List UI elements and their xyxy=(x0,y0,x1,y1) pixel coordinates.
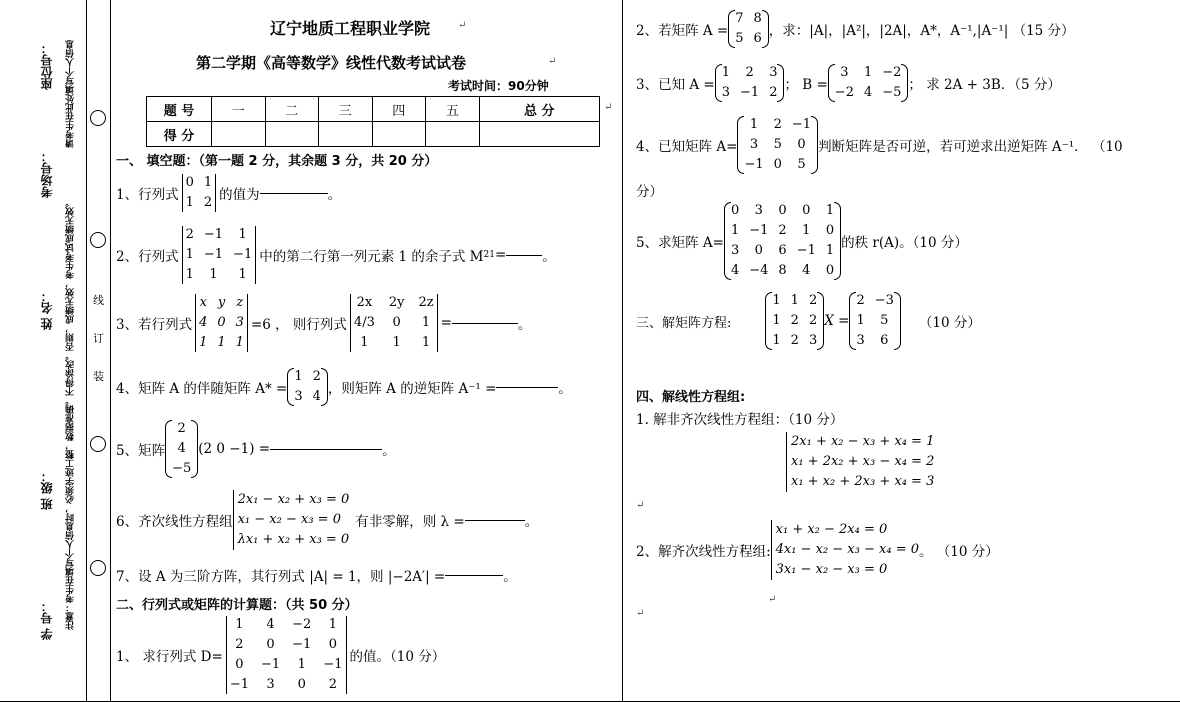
matrix-entry: 1 xyxy=(772,333,781,348)
answer-blank[interactable] xyxy=(270,449,382,450)
matrix-entry: 0 xyxy=(797,137,806,152)
equation-system xyxy=(786,432,934,492)
matrix-entries xyxy=(735,10,762,48)
score-cell: 五 xyxy=(426,97,480,122)
matrix-entry: 4 xyxy=(177,441,186,456)
matrix-entry: 1 xyxy=(421,335,431,350)
matrix xyxy=(765,292,824,350)
matrix-entry: 3 xyxy=(730,243,740,258)
matrix-entries xyxy=(772,292,817,350)
matrix-entry: 2 xyxy=(312,369,321,384)
s2-question-4 xyxy=(636,116,1123,174)
class-label: 班 级： xyxy=(40,470,54,511)
matrix xyxy=(828,64,909,102)
matrix-entry: 2 xyxy=(185,227,194,242)
matrix-entry: −2 xyxy=(292,617,312,632)
determinant xyxy=(223,616,350,694)
equation: x₁ + 2x₂ + x₃ − x₄ = 2 xyxy=(791,454,935,469)
matrix xyxy=(728,10,769,48)
matrix-entry: 4 xyxy=(730,263,740,278)
matrix-entry: 1 xyxy=(294,369,303,384)
answer-blank[interactable] xyxy=(452,323,518,324)
q-text: 判断矩阵是否可逆，若可逆求出逆矩阵 A⁻¹． （10 xyxy=(818,139,1123,155)
matrix-entry: 1 xyxy=(856,313,865,328)
score-cell: 题 号 xyxy=(147,97,212,122)
s1-question-1 xyxy=(116,174,341,212)
matrix-entry: 3 xyxy=(266,677,275,692)
binding-hole-1 xyxy=(90,110,106,126)
s2-question-4-tail: 分） xyxy=(636,184,663,200)
equation: 4x₁ − x₂ − x₃ − x₄ = 0 xyxy=(775,542,919,557)
matrix xyxy=(715,64,785,102)
matrix-entry: −1 xyxy=(744,157,764,172)
school-name: 辽宁地质工程职业学院 xyxy=(270,19,431,38)
matrix-entry: 8 xyxy=(753,11,762,26)
matrix-entries xyxy=(744,116,811,174)
matrix-entry: 1 xyxy=(790,293,799,308)
q-text: 5、矩阵 xyxy=(116,443,166,459)
matrix-entry: 2 xyxy=(235,637,244,652)
paragraph-mark: ↵ xyxy=(548,56,557,67)
matrix-entry: 4 xyxy=(863,85,873,100)
determinant xyxy=(179,226,260,284)
matrix-entry: 1 xyxy=(185,247,194,262)
determinant xyxy=(347,294,441,352)
matrix-entry: −1 xyxy=(233,247,253,262)
score-cell: 四 xyxy=(372,97,426,122)
matrix-entry: 1 xyxy=(209,267,218,282)
matrix-entry: 1 xyxy=(238,267,247,282)
q-text: ，求：|A|，|A²|，|2A|，A*，A⁻¹,|A⁻¹| （15 分） xyxy=(768,23,1075,39)
matrix-entry: 1 xyxy=(360,335,369,350)
q-text: 1、行列式 xyxy=(116,187,179,203)
matrix-entry: 6 xyxy=(753,31,762,46)
s2-question-5 xyxy=(636,202,968,280)
matrix-entry: 2 xyxy=(769,85,778,100)
margin-notice: 注意：考生在填写个人信息时，必须字迹工整，数据准确。不得涂改。否则，成绩无效，考生考试成绩无效。 xyxy=(66,198,76,630)
matrix-entry: −1 xyxy=(203,247,224,262)
determinant xyxy=(179,174,220,212)
matrix-entry: 3 xyxy=(769,65,778,80)
matrix-entry: 2y xyxy=(388,295,405,310)
q-text: 有非零解，则 λ = xyxy=(355,514,465,530)
matrix-entry: 0 xyxy=(825,263,835,278)
q-text: 6、齐次线性方程组 xyxy=(116,514,233,530)
matrix-entry: 0 xyxy=(825,223,835,238)
matrix-entry: 4/3 xyxy=(353,315,375,330)
equation: x₁ + x₂ + 2x₃ + x₄ = 3 xyxy=(791,474,935,489)
q-text: 中的第二行第一列元素 1 的余子式 M xyxy=(259,249,484,265)
q-text: 5、求矩阵 A= xyxy=(636,235,724,251)
matrix-entry: 1 xyxy=(421,315,431,330)
equation-system xyxy=(771,520,919,580)
score-cell: 得 分 xyxy=(147,122,212,147)
matrix-entries xyxy=(199,294,244,352)
q-text: 4、已知矩阵 A= xyxy=(636,139,738,155)
matrix-entry: 1 xyxy=(235,335,244,350)
matrix-entry: −1 xyxy=(260,657,281,672)
score-cell[interactable] xyxy=(212,122,266,147)
binding-mark-ding: 订 xyxy=(93,332,104,345)
s4-question-2 xyxy=(636,520,999,580)
matrix-entry: 2 xyxy=(856,293,865,308)
matrix-entry: 2 xyxy=(808,313,818,328)
matrix-entry: y xyxy=(217,295,226,310)
matrix-entries xyxy=(731,202,834,280)
matrix-entry: 0 xyxy=(730,203,740,218)
matrix-entry: 5 xyxy=(773,137,782,152)
score-cell[interactable] xyxy=(479,122,599,147)
q-text: 1、 求行列式 D= xyxy=(116,649,223,665)
section1-heading: 一、 填空题：（第一题 2 分，其余题 3 分，共 20 分） xyxy=(116,154,438,169)
matrix-entry: 3 xyxy=(235,315,244,330)
paragraph-mark: ↵ xyxy=(636,500,645,511)
matrix-entry: 2 xyxy=(790,313,799,328)
matrix-entry: −3 xyxy=(874,293,894,308)
q-text: = xyxy=(494,247,507,263)
matrix-entry: −1 xyxy=(203,227,224,242)
matrix xyxy=(849,292,900,350)
matrix-entry: 1 xyxy=(203,175,213,190)
matrix-entry: 0 xyxy=(778,203,787,218)
student-id-label: 学 号： xyxy=(40,600,54,641)
s3-question xyxy=(636,292,981,350)
score-cell: 一 xyxy=(212,97,266,122)
matrix-entry: 0 xyxy=(802,203,811,218)
q-text: 2、行列式 xyxy=(116,249,179,265)
matrix-entry: 3 xyxy=(294,389,303,404)
paragraph-mark: ↵ xyxy=(604,102,613,113)
s1-question-7 xyxy=(116,565,517,585)
matrix-entry: 2x xyxy=(356,295,373,310)
s1-question-2 xyxy=(116,226,556,284)
section3-heading: 三、解矩阵方程: xyxy=(636,315,732,331)
exam-room-label: 考场号： xyxy=(40,150,54,198)
matrix-entry: 1 xyxy=(721,65,731,80)
matrix-entry: 0 xyxy=(754,243,763,258)
matrix-entry: 1 xyxy=(802,223,811,238)
equation-system xyxy=(233,490,350,550)
matrix-entry: 3 xyxy=(754,203,763,218)
binding-hole-3 xyxy=(90,436,106,452)
q-text: 。 xyxy=(327,187,342,203)
matrix-entry: 1 xyxy=(749,117,759,132)
matrix-entry: 3 xyxy=(808,333,818,348)
matrix-entries xyxy=(835,64,902,102)
determinant xyxy=(192,294,251,352)
matrix-entry: 1 xyxy=(328,617,338,632)
matrix-entry: 2z xyxy=(418,295,434,310)
margin-notice-top: 请考生在此处填写个人信息 xyxy=(66,40,76,148)
matrix-entries xyxy=(172,420,191,478)
matrix-entry: −1 xyxy=(229,677,249,692)
q-text: 。 xyxy=(558,381,572,397)
section2-heading: 二、行列式或矩阵的计算题：（共 50 分） xyxy=(116,598,358,613)
score-cell[interactable] xyxy=(426,122,480,147)
q-text: 的值。（10 分） xyxy=(349,649,446,665)
name-label: 姓 名： xyxy=(40,290,54,331)
q-text: X = xyxy=(824,313,850,329)
matrix-entry: 0 xyxy=(185,175,194,190)
q-text: (2 0 −1) = xyxy=(198,441,271,457)
matrix-entry: −1 xyxy=(740,85,760,100)
score-value-row xyxy=(147,122,600,147)
q-text: 2、解齐次线性方程组: xyxy=(636,544,771,560)
equation: x₁ − x₂ − x₃ = 0 xyxy=(237,512,341,527)
matrix-entry: 1 xyxy=(730,223,740,238)
matrix-entry: 2 xyxy=(790,333,799,348)
matrix-entry: 5 xyxy=(735,31,744,46)
s4-question-1: 1. 解非齐次线性方程组：（10 分） xyxy=(636,412,844,428)
answer-blank[interactable] xyxy=(445,575,503,576)
matrix-entry: 2 xyxy=(773,117,782,132)
q-text: 3、已知 A = xyxy=(636,77,715,93)
matrix-entry: 1 xyxy=(392,335,401,350)
matrix-entry: 1 xyxy=(238,227,247,242)
matrix-entry: 1 xyxy=(217,335,226,350)
matrix-entry: 8 xyxy=(778,263,787,278)
matrix-entry: 2 xyxy=(177,421,186,436)
s1-question-3 xyxy=(116,294,531,352)
matrix-entry: 1 xyxy=(185,267,194,282)
matrix-entry: 2 xyxy=(328,677,338,692)
score-table xyxy=(146,96,600,147)
q-text: 。 （10 分） xyxy=(918,544,999,560)
matrix-entry: 1 xyxy=(825,203,835,218)
equation: 3x₁ − x₂ − x₃ = 0 xyxy=(775,562,888,577)
q-text: 。 xyxy=(382,443,396,459)
matrix-entry: −1 xyxy=(292,637,312,652)
matrix-entry: −2 xyxy=(834,85,854,100)
matrix xyxy=(287,368,328,406)
q-text: 。 xyxy=(524,514,539,530)
q-text: =6 ， 则行列式 xyxy=(250,317,347,333)
matrix-entry: 0 xyxy=(266,637,275,652)
margin-rule-1 xyxy=(86,0,87,702)
score-header-row xyxy=(147,97,600,122)
q-text: 。 xyxy=(542,249,556,265)
matrix-entry: 1 xyxy=(772,293,781,308)
matrix xyxy=(724,202,841,280)
matrix-entry: 1 xyxy=(772,313,781,328)
score-cell: 三 xyxy=(319,97,373,122)
matrix-entries xyxy=(186,226,253,284)
matrix-entry: −1 xyxy=(749,223,769,238)
matrix-entry: 0 xyxy=(328,637,338,652)
s1-question-6 xyxy=(116,490,538,550)
s4-q1-system xyxy=(786,432,934,492)
matrix-entry: 3 xyxy=(749,137,759,152)
q-subscript: 21 xyxy=(483,250,495,260)
matrix-entries xyxy=(294,368,321,406)
matrix-entries xyxy=(186,174,213,212)
q-text: （10 分） xyxy=(918,315,981,331)
s1-question-4 xyxy=(116,368,572,406)
equation: λx₁ + x₂ + x₃ = 0 xyxy=(237,532,350,547)
matrix-entry: 1 xyxy=(863,65,873,80)
q-text: = xyxy=(440,315,452,331)
q-text: ； B = xyxy=(784,77,828,93)
matrix-entry: 0 xyxy=(297,677,306,692)
equation: x₁ + x₂ − 2x₄ = 0 xyxy=(775,522,888,537)
matrix-entry: 4 xyxy=(802,263,811,278)
matrix-entry: 2 xyxy=(203,195,213,210)
exam-time: 考试时间：90分钟 xyxy=(448,79,549,93)
matrix-entry: 0 xyxy=(392,315,401,330)
matrix-entry: 0 xyxy=(217,315,226,330)
answer-blank[interactable] xyxy=(260,193,328,194)
q-text: 4、矩阵 A 的伴随矩阵 A* = xyxy=(116,381,288,397)
matrix-entry: 1 xyxy=(235,617,244,632)
q-text: 2、若矩阵 A = xyxy=(636,23,729,39)
matrix-entry: 5 xyxy=(880,313,889,328)
binding-hole-4 xyxy=(90,560,106,576)
margin-rule-2 xyxy=(110,0,111,702)
matrix-entry: 3 xyxy=(721,85,731,100)
q-text: 的秩 r(A)。（10 分） xyxy=(841,235,968,251)
binding-mark-xian: 线 xyxy=(93,294,104,307)
matrix-entry: −5 xyxy=(172,461,192,476)
binding-mark-zhuang: 装 xyxy=(93,370,104,383)
answer-blank[interactable] xyxy=(496,387,558,388)
matrix-entry: −4 xyxy=(749,263,769,278)
paragraph-mark: ↵ xyxy=(768,594,777,605)
matrix-entry: 3 xyxy=(856,333,865,348)
q-text: 。 xyxy=(503,569,517,585)
exam-title: 第二学期《高等数学》线性代数考试试卷 xyxy=(196,54,467,72)
column-vector xyxy=(165,420,198,478)
matrix-entry: 5 xyxy=(797,157,806,172)
matrix-entry: 2 xyxy=(808,293,818,308)
q-text: ，则矩阵 A 的逆矩阵 A⁻¹ = xyxy=(327,381,497,397)
paragraph-mark: ↵ xyxy=(636,608,645,619)
matrix-entry: 1 xyxy=(199,335,208,350)
matrix-entry: −1 xyxy=(323,657,343,672)
matrix-entry: 1 xyxy=(185,195,194,210)
matrix-entry: −1 xyxy=(796,243,816,258)
matrix-entry: 4 xyxy=(266,617,275,632)
matrix-entries xyxy=(856,292,893,350)
s1-question-5 xyxy=(116,420,396,478)
score-cell: 总 分 xyxy=(479,97,599,122)
answer-blank[interactable] xyxy=(506,255,542,256)
matrix-entries xyxy=(230,616,343,694)
matrix-entry: 7 xyxy=(735,11,744,26)
matrix-entry: 2 xyxy=(778,223,787,238)
score-cell[interactable] xyxy=(372,122,426,147)
matrix-entry: x xyxy=(199,295,207,310)
q-text: 。 xyxy=(517,317,532,333)
q-text: 的值为 xyxy=(219,187,260,203)
matrix-entries xyxy=(354,294,434,352)
matrix-entry: 0 xyxy=(773,157,782,172)
matrix-entry: −1 xyxy=(791,117,812,132)
matrix-entry: 6 xyxy=(880,333,889,348)
matrix-entry: 2 xyxy=(745,65,754,80)
matrix-entry: 0 xyxy=(235,657,244,672)
binding-hole-2 xyxy=(90,232,106,248)
section4-heading: 四、解线性方程组: xyxy=(636,390,746,405)
matrix-entry: 3 xyxy=(840,65,849,80)
matrix-entry: 6 xyxy=(778,243,787,258)
score-cell[interactable] xyxy=(319,122,373,147)
matrix-entry: −5 xyxy=(882,85,902,100)
s2-question-3 xyxy=(636,64,1061,102)
column-divider xyxy=(622,0,623,702)
s2-question-2 xyxy=(636,10,1075,48)
seat-number-label: 座位号： xyxy=(40,42,54,90)
equation: 2x₁ + x₂ − x₃ + x₄ = 1 xyxy=(791,434,935,449)
s2-question-1 xyxy=(116,616,445,694)
score-cell[interactable] xyxy=(265,122,319,147)
q-text: 3、若行列式 xyxy=(116,317,193,333)
matrix xyxy=(737,116,818,174)
q-text: ； 求 2A + 3B．（5 分） xyxy=(908,77,1061,93)
answer-blank[interactable] xyxy=(465,520,525,521)
matrix-entry: z xyxy=(236,295,244,310)
matrix-entry: 4 xyxy=(199,315,208,330)
paragraph-mark: ↵ xyxy=(458,20,467,31)
q-text: 7、设 A 为三阶方阵，其行列式 |A| = 1，则 |−2A′| = xyxy=(116,569,446,585)
matrix-entry: 1 xyxy=(297,657,306,672)
matrix-entries xyxy=(722,64,778,102)
matrix-entry: 1 xyxy=(825,243,835,258)
matrix-entry: −2 xyxy=(882,65,902,80)
equation: 2x₁ − x₂ + x₃ = 0 xyxy=(237,492,350,507)
matrix-entry: 4 xyxy=(312,389,321,404)
score-cell: 二 xyxy=(265,97,319,122)
